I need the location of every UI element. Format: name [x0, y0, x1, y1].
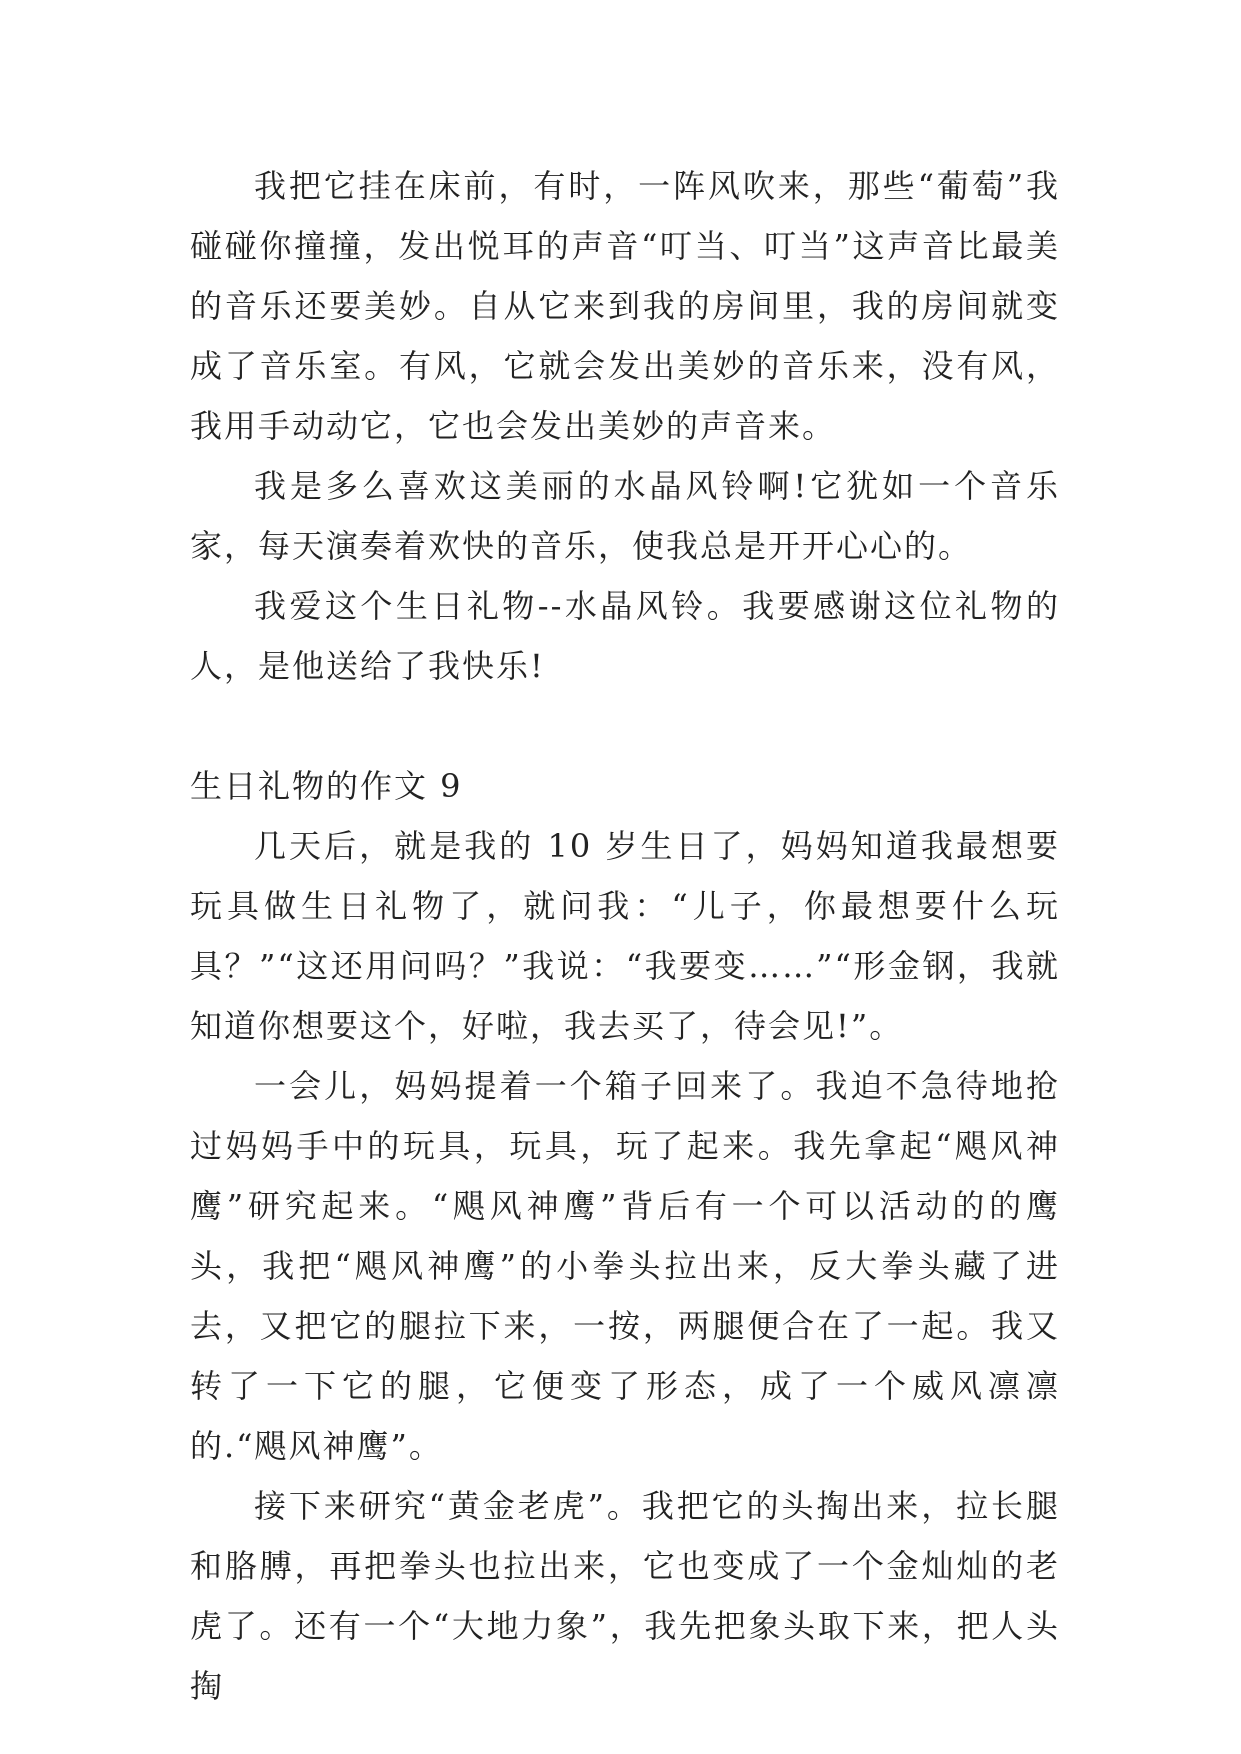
paragraph-birthday-wish: 几天后，就是我的 10 岁生日了，妈妈知道我最想要玩具做生日礼物了，就问我：“儿子，你最想要什么玩具？”“这还用问吗？”我说：“我要变……”“形金钢，我就知道你想要这个，好啦，我去买了，待会见!”。 — [190, 827, 1060, 1045]
paragraph-love-wind-chime: 我是多么喜欢这美丽的水晶风铃啊!它犹如一个音乐家，每天演奏着欢快的音乐，使我总是开开心心的。 — [190, 467, 1060, 565]
section-title: 生日礼物的作文 9 — [190, 767, 463, 805]
paragraph-wind-chime-music: 我把它挂在床前，有时，一阵风吹来，那些“葡萄”我碰碰你撞撞，发出悦耳的声音“叮当、叮当”这声音比最美的音乐还要美妙。自从它来到我的房间里，我的房间就变成了音乐室。有风，它就会发出美妙的音乐来，没有风，我用手动动它，它也会发出美妙的声音来。 — [190, 167, 1060, 445]
paragraph-hurricane-eagle: 一会儿，妈妈提着一个箱子回来了。我迫不急待地抢过妈妈手中的玩具，玩具，玩了起来。我先拿起“飓风神鹰”研究起来。“飓风神鹰”背后有一个可以活动的的鹰头，我把“飓风神鹰”的小拳头拉出来，反大拳头藏了进去，又把它的腿拉下来，一按，两腿便合在了一起。我又转了一下它的腿，它便变了形态，成了一个威风凛凛的.“飓风神鹰”。 — [190, 1067, 1060, 1465]
document-body — [190, 156, 1060, 1716]
paragraph-thanks: 我爱这个生日礼物--水晶风铃。我要感谢这位礼物的人，是他送给了我快乐! — [190, 587, 1060, 685]
paragraph-golden-tiger: 接下来研究“黄金老虎”。我把它的头掏出来，拉长腿和胳膊，再把拳头也拉出来，它也变成了一个金灿灿的老虎了。还有一个“大地力象”，我先把象头取下来，把人头掏 — [190, 1487, 1060, 1705]
